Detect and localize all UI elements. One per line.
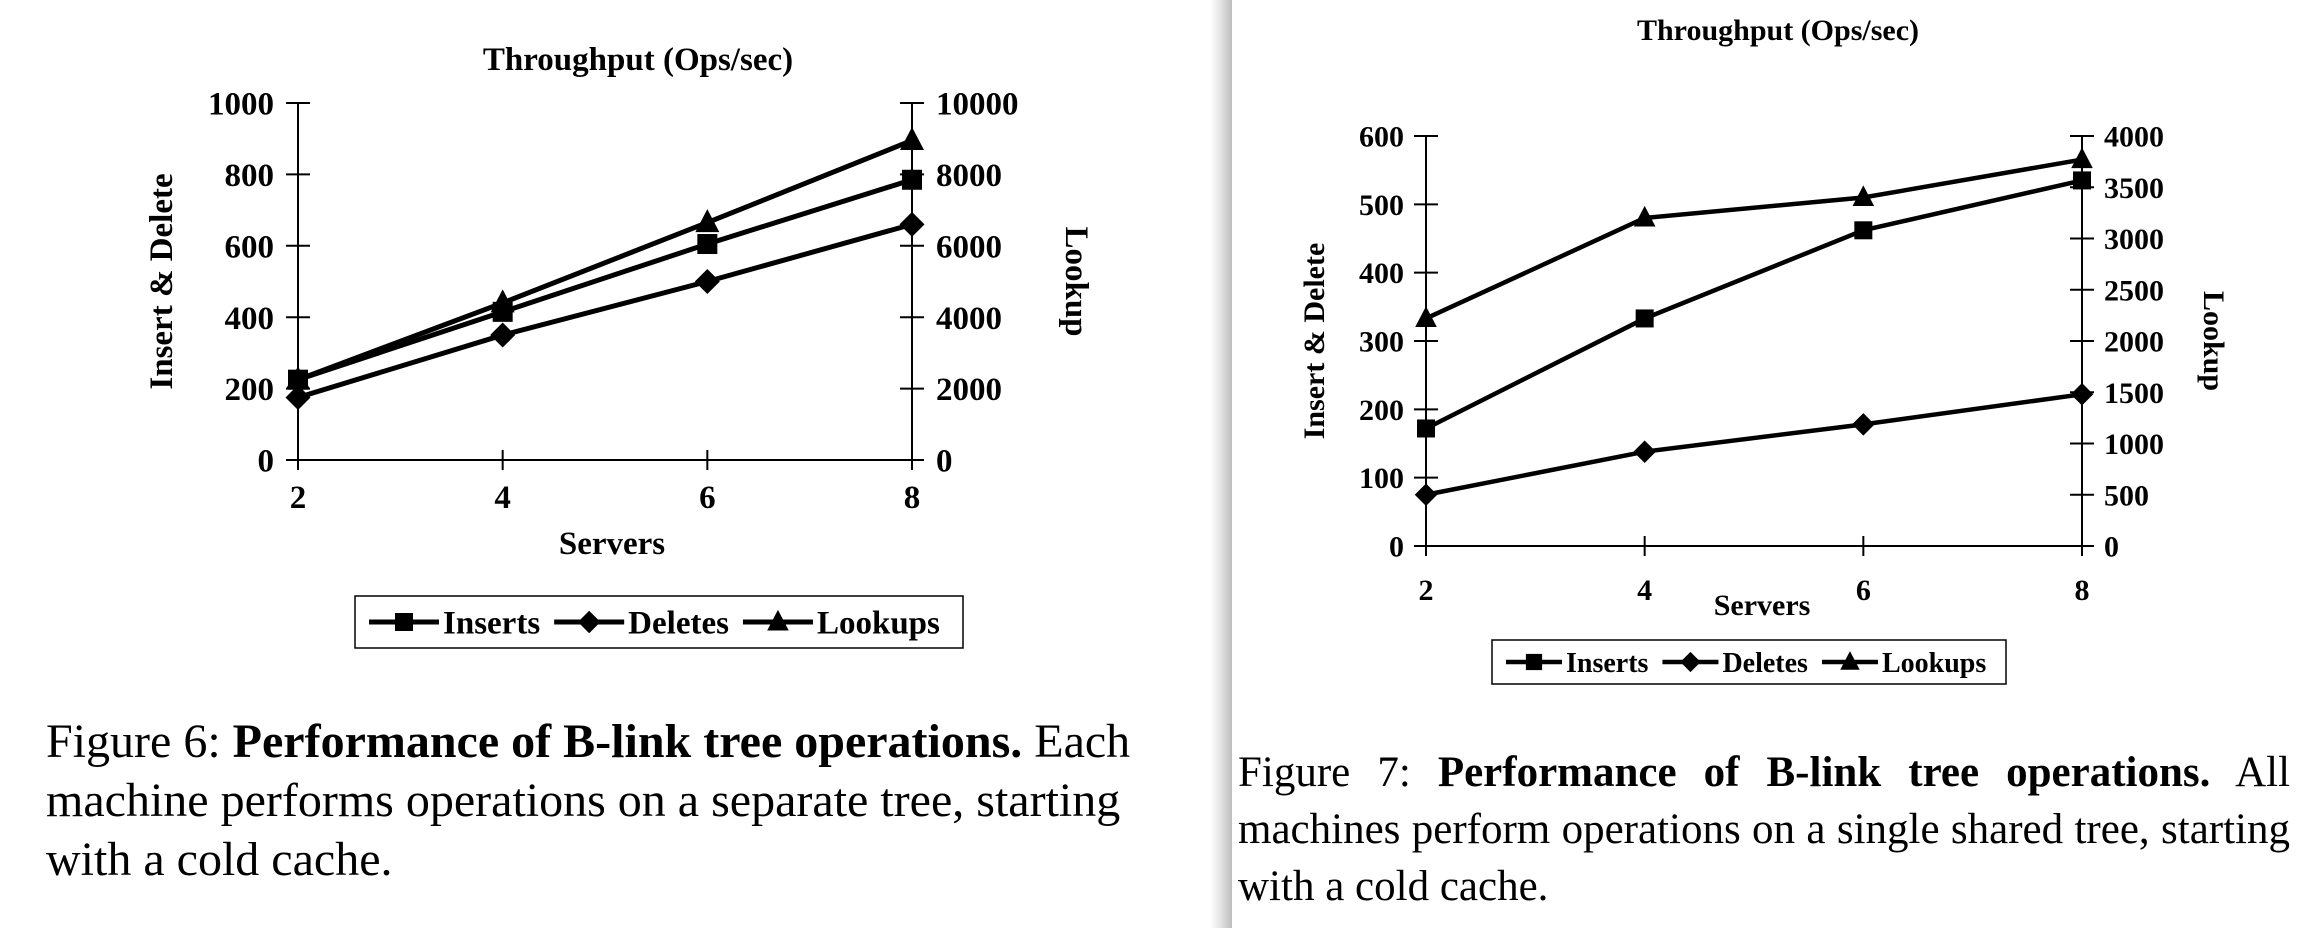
- series-line-deletes: [1426, 394, 2082, 494]
- data-point-inserts: [1636, 309, 1654, 327]
- figure-6-caption-title: Performance of B-link tree operations.: [232, 715, 1023, 768]
- left-tick-label: 800: [224, 157, 274, 194]
- series-line-inserts: [1426, 180, 2082, 428]
- legend-label: Deletes: [1722, 647, 1808, 679]
- figure-7-caption-text: All machines perform operations on a single shared tree, starting with a cold cache.: [1238, 749, 2291, 910]
- left-tick-label: 600: [1359, 120, 1404, 154]
- y-axis-label: Insert & Delete: [1298, 242, 1331, 440]
- right-tick-label: 0: [2104, 530, 2119, 564]
- data-point-lookups: [2071, 147, 2093, 168]
- right-tick-label: 3500: [2104, 171, 2164, 205]
- y-axis-label: Insert & Delete: [144, 173, 180, 390]
- series-line-lookups: [1426, 160, 2082, 319]
- x-tick-label: 2: [1418, 574, 1434, 607]
- right-tick-label: 2000: [2104, 325, 2164, 359]
- left-tick-label: 200: [1359, 393, 1404, 427]
- left-tick-label: 400: [1359, 257, 1404, 291]
- left-tick-label: 0: [1389, 530, 1404, 564]
- data-point-inserts: [2073, 171, 2091, 189]
- legend-label: Inserts: [443, 605, 541, 642]
- data-point-deletes: [2071, 383, 2094, 406]
- legend-label: Lookups: [1881, 647, 1987, 679]
- x-tick-label: 4: [494, 480, 511, 516]
- figure-6-caption-text: Each machine performs operations on a separate tree, starting with a cold cache.: [46, 715, 1131, 886]
- right-tick-label: 500: [2104, 479, 2149, 513]
- x-tick-label: 6: [1855, 574, 1871, 607]
- figure-7-label: Figure 7:: [1238, 749, 1411, 796]
- left-tick-label: 0: [257, 443, 274, 480]
- right-tick-label: 2500: [2104, 274, 2164, 308]
- x-tick-label: 6: [699, 480, 716, 516]
- x-tick-label: 2: [289, 480, 307, 516]
- right-tick-label: 4000: [936, 300, 1002, 337]
- right-tick-label: 1500: [2104, 376, 2164, 410]
- figure-6-caption: [46, 712, 1196, 889]
- y2-axis-label: Lookup: [1058, 226, 1094, 337]
- data-point-inserts: [1417, 419, 1435, 437]
- x-tick-label: 8: [2074, 574, 2090, 607]
- left-tick-label: 400: [224, 300, 274, 337]
- legend-marker-inserts: [1526, 654, 1542, 670]
- x-axis-label: Servers: [1713, 589, 1811, 622]
- figure-7-caption-title: Performance of B-link tree operations.: [1437, 749, 2211, 796]
- right-tick-label: 0: [936, 443, 953, 480]
- y2-axis-label: Lookup: [2197, 290, 2230, 392]
- right-tick-label: 10000: [936, 86, 1019, 123]
- figure-6-label: Figure 6:: [46, 715, 221, 768]
- left-tick-label: 500: [1359, 188, 1404, 222]
- left-tick-label: 1000: [208, 86, 274, 123]
- data-point-inserts: [1854, 221, 1872, 239]
- x-tick-label: 4: [1637, 574, 1653, 607]
- x-axis-label: Servers: [558, 526, 666, 562]
- left-tick-label: 200: [224, 372, 274, 409]
- left-tick-label: 100: [1359, 462, 1404, 496]
- legend-label: Lookups: [816, 605, 940, 642]
- legend-label: Inserts: [1566, 647, 1649, 679]
- x-tick-label: 8: [903, 480, 921, 516]
- data-point-deletes: [1415, 484, 1438, 507]
- right-tick-label: 3000: [2104, 223, 2164, 256]
- right-tick-label: 1000: [2104, 428, 2164, 461]
- chart-title: Throughput (Ops/sec): [1636, 14, 1920, 47]
- right-tick-label: 8000: [936, 157, 1002, 194]
- right-tick-label: 4000: [2104, 120, 2164, 154]
- figure-7-caption: [1238, 744, 2290, 915]
- data-point-deletes: [1633, 440, 1656, 463]
- right-tick-label: 6000: [936, 229, 1002, 266]
- data-point-deletes: [1852, 413, 1875, 436]
- right-tick-label: 2000: [936, 372, 1002, 409]
- left-tick-label: 600: [224, 229, 274, 266]
- legend-label: Deletes: [628, 605, 729, 642]
- chart-title: Throughput (Ops/sec): [482, 42, 794, 78]
- left-tick-label: 300: [1359, 325, 1404, 359]
